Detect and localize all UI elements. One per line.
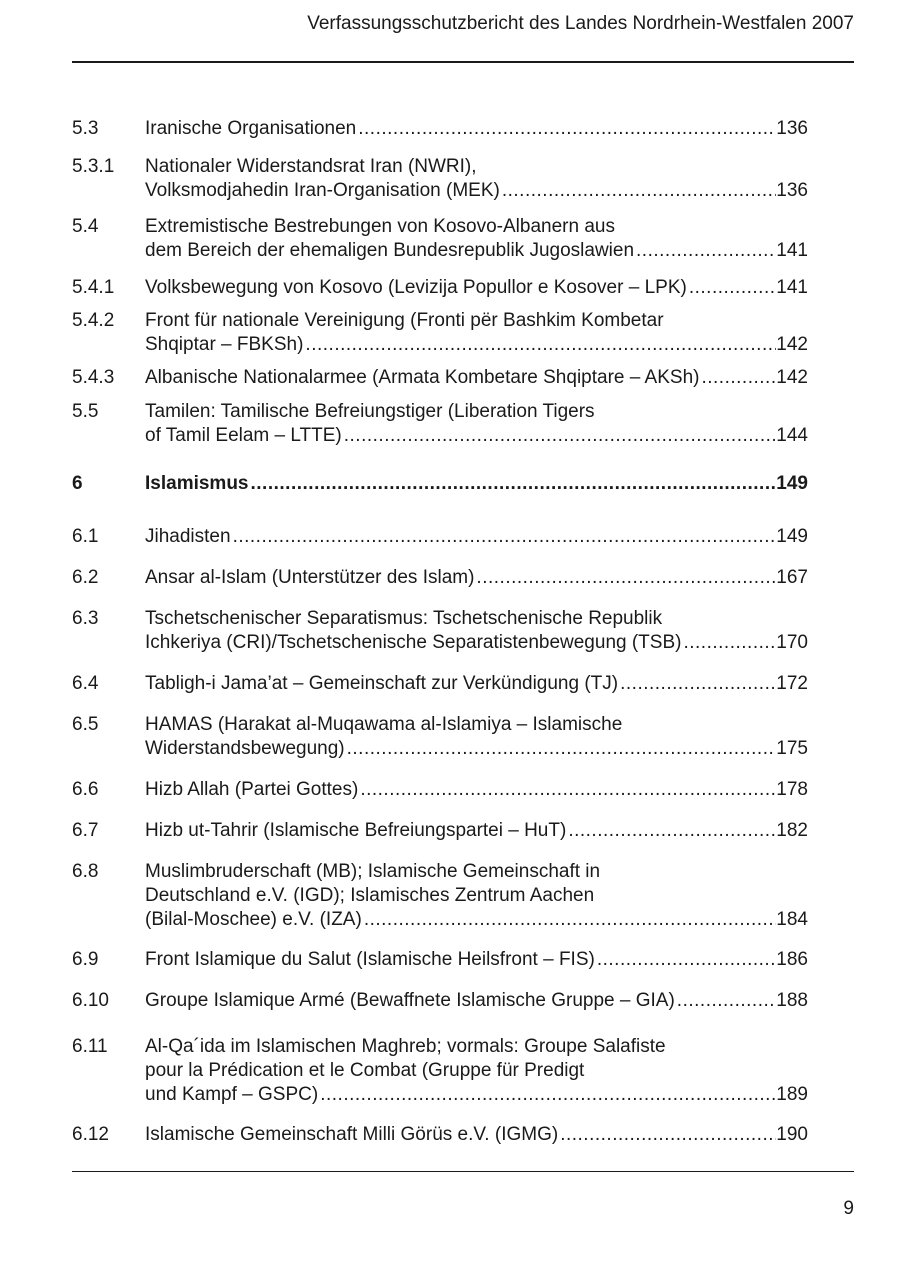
toc-entry-number: 5.4.2 [72, 310, 115, 331]
toc-entry-number: 5.3 [72, 118, 99, 139]
dot-leader [362, 908, 776, 932]
toc-entry-number: 6.5 [72, 714, 99, 735]
dot-leader [303, 333, 776, 357]
toc-entry-page: 188 [776, 990, 808, 1011]
toc-entry [72, 948, 808, 972]
toc-entry-title: Groupe Islamique Armé (Bewaffnete Islamische Gruppe – GIA) [145, 990, 675, 1011]
toc-entry-page: 175 [776, 738, 808, 759]
dot-leader [558, 1123, 776, 1147]
dot-leader [345, 737, 777, 761]
toc-entry-title: Shqiptar – FBKSh) [145, 334, 304, 355]
toc-entry-title: pour la Prédication et le Combat (Gruppe für Predigt [145, 1060, 585, 1081]
toc-entry-number: 6 [72, 473, 83, 494]
toc-entry-page: 141 [776, 240, 808, 261]
toc-entry-page: 136 [776, 118, 808, 139]
dot-leader [318, 1083, 776, 1107]
toc-entry [72, 400, 808, 448]
toc-entry [72, 566, 808, 590]
toc-entry-page: 142 [776, 367, 808, 388]
toc-chapter-entry [72, 472, 808, 496]
toc-entry-number: 6.4 [72, 673, 99, 694]
toc-entry-title: HAMAS (Harakat al-Muqawama al-Islamiya – Islamische [145, 714, 623, 735]
toc-entry-number: 6.10 [72, 990, 109, 1011]
toc-entry-page: 172 [776, 673, 808, 694]
toc-entry [72, 607, 808, 655]
toc-entry [72, 672, 808, 696]
footer-divider [72, 1171, 854, 1172]
toc-entry-page: 189 [776, 1084, 808, 1105]
toc-entry-title: Jihadisten [145, 526, 231, 547]
toc-entry-number: 6.12 [72, 1124, 109, 1145]
toc-entry-page: 170 [776, 632, 808, 653]
dot-leader [595, 948, 776, 972]
running-header: Verfassungsschutzbericht des Landes Nordrhein-Westfalen 2007 [307, 13, 854, 34]
toc-entry-page: 186 [776, 949, 808, 970]
toc-entry-number: 6.6 [72, 779, 99, 800]
toc-entry [72, 860, 808, 932]
toc-entry-title: Extremistische Bestrebungen von Kosovo-Albanern aus [145, 216, 615, 237]
toc-entry-title: Islamismus [145, 473, 249, 494]
toc-entry-number: 6.3 [72, 608, 99, 629]
toc-entry [72, 819, 808, 843]
page-number: 9 [843, 1198, 854, 1219]
toc-entry-title: of Tamil Eelam – LTTE) [145, 425, 342, 446]
toc-entry-number: 6.1 [72, 526, 99, 547]
toc-entry [72, 309, 808, 357]
toc-entry [72, 155, 808, 203]
toc-entry-title: und Kampf – GSPC) [145, 1084, 319, 1105]
toc-entry [72, 276, 808, 300]
toc-entry-title: Albanische Nationalarmee (Armata Kombetare Shqiptare – AKSh) [145, 367, 700, 388]
toc-entry-number: 5.4.3 [72, 367, 115, 388]
toc-entry-page: 178 [776, 779, 808, 800]
toc-entry-title: (Bilal-Moschee) e.V. (IZA) [145, 909, 362, 930]
toc-entry-title: Deutschland e.V. (IGD); Islamisches Zentrum Aachen [145, 885, 595, 906]
toc-entry-title: Al-Qa´ida im Islamischen Maghreb; vormals: Groupe Salafiste [145, 1036, 666, 1057]
toc-entry-page: 167 [776, 567, 808, 588]
toc-entry-title: Ansar al-Islam (Unterstützer des Islam) [145, 567, 475, 588]
dot-leader [358, 778, 776, 802]
toc-entry [72, 778, 808, 802]
dot-leader [356, 117, 776, 141]
toc-entry-title: Ichkeriya (CRI)/Tschetschenische Separatistenbewegung (TSB) [145, 632, 682, 653]
dot-leader [634, 239, 776, 263]
dot-leader [618, 672, 776, 696]
toc-entry-title: Hizb Allah (Partei Gottes) [145, 779, 359, 800]
dot-leader [675, 989, 777, 1013]
dot-leader [681, 631, 776, 655]
toc-entry [72, 1035, 808, 1107]
dot-leader [342, 424, 777, 448]
toc-entry [72, 366, 808, 390]
toc-entry-title: Iranische Organisationen [145, 118, 357, 139]
toc-entry-page: 141 [776, 277, 808, 298]
toc-entry-title: Muslimbruderschaft (MB); Islamische Gemeinschaft in [145, 861, 601, 882]
toc-entry-title: Volksmodjahedin Iran-Organisation (MEK) [145, 180, 500, 201]
toc-entry-page: 136 [776, 180, 808, 201]
toc-entry-number: 6.11 [72, 1036, 108, 1057]
toc-entry-number: 5.5 [72, 401, 99, 422]
toc-entry [72, 1123, 808, 1147]
dot-leader [474, 566, 776, 590]
toc-entry-title: Islamische Gemeinschaft Milli Görüs e.V. (IGMG) [145, 1124, 559, 1145]
toc-entry-page: 149 [776, 526, 808, 547]
dot-leader [687, 276, 776, 300]
toc-entry-title: Front Islamique du Salut (Islamische Heilsfront – FIS) [145, 949, 595, 970]
toc-entry-title: Hizb ut-Tahrir (Islamische Befreiungspartei – HuT) [145, 820, 567, 841]
toc-entry-title: Tabligh-i Jama’at – Gemeinschaft zur Verkündigung (TJ) [145, 673, 619, 694]
toc-entry-number: 6.9 [72, 949, 99, 970]
toc-entry-page: 142 [776, 334, 808, 355]
toc-entry-title: Tschetschenischer Separatismus: Tschetschenische Republik [145, 608, 663, 629]
toc-entry-title: dem Bereich der ehemaligen Bundesrepublik Jugoslawien [145, 240, 635, 261]
toc-entry [72, 989, 808, 1013]
toc-entry [72, 117, 808, 141]
dot-leader [249, 472, 777, 496]
toc-entry-page: 182 [776, 820, 808, 841]
toc-entry [72, 525, 808, 549]
toc-entry-page: 144 [776, 425, 808, 446]
toc-entry-number: 6.2 [72, 567, 99, 588]
toc-entry [72, 713, 808, 761]
toc-entry-page: 149 [776, 473, 808, 494]
toc-entry-title: Nationaler Widerstandsrat Iran (NWRI), [145, 156, 477, 177]
toc-entry-title: Widerstandsbewegung) [145, 738, 345, 759]
toc-entry-title: Front für nationale Vereinigung (Fronti për Bashkim Kombetar [145, 310, 664, 331]
toc-entry [72, 215, 808, 263]
dot-leader [500, 179, 776, 203]
dot-leader [566, 819, 776, 843]
toc-entry-number: 5.4.1 [72, 277, 115, 298]
toc-entry-number: 5.4 [72, 216, 99, 237]
dot-leader [231, 525, 777, 549]
toc-entry-number: 5.3.1 [72, 156, 115, 177]
toc-entry-page: 184 [776, 909, 808, 930]
toc-entry-page: 190 [776, 1124, 808, 1145]
header-divider [72, 61, 854, 63]
toc-entry-title: Tamilen: Tamilische Befreiungstiger (Liberation Tigers [145, 401, 595, 422]
toc-entry-number: 6.8 [72, 861, 99, 882]
dot-leader [699, 366, 776, 390]
toc-entry-number: 6.7 [72, 820, 99, 841]
toc-entry-title: Volksbewegung von Kosovo (Levizija Popullor e Kosover – LPK) [145, 277, 687, 298]
